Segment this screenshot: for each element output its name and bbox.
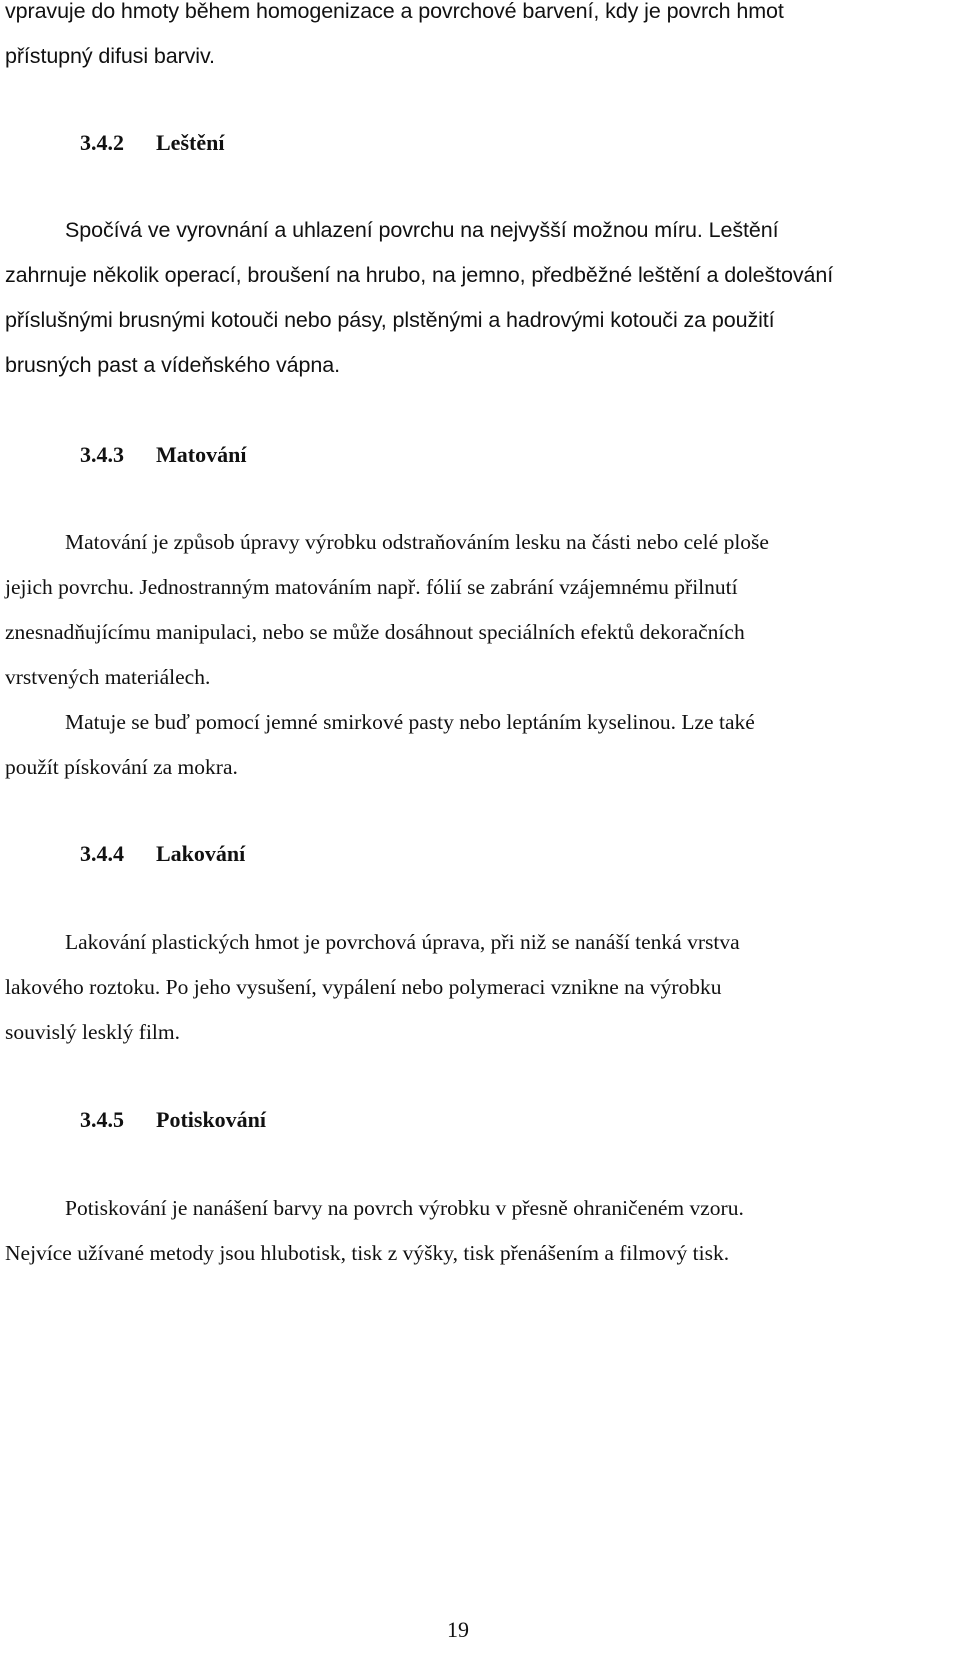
section-heading-lakovani bbox=[80, 840, 245, 868]
paragraph-line: Matuje se buď pomocí jemné smirkové pasty nebo leptáním kyselinou. Lze také bbox=[65, 710, 755, 734]
section-title: Leštění bbox=[156, 130, 225, 155]
section-heading-matovani bbox=[80, 441, 246, 469]
section-heading-leskeni bbox=[80, 129, 224, 157]
section-number: 3.4.5 bbox=[80, 1107, 124, 1132]
paragraph-line: zahrnuje několik operací, broušení na hrubo, na jemno, předběžné leštění a doleštování bbox=[5, 263, 834, 287]
paragraph-line: vrstvených materiálech. bbox=[5, 665, 211, 689]
section-title: Matování bbox=[156, 442, 247, 467]
paragraph-line: brusných past a vídeňského vápna. bbox=[5, 353, 340, 377]
section-title: Potiskování bbox=[156, 1107, 267, 1132]
paragraph-line: znesnadňujícímu manipulaci, nebo se může dosáhnout speciálních efektů dekoračních bbox=[5, 620, 745, 644]
paragraph-line: příslušnými brusnými kotouči nebo pásy, plstěnými a hadrovými kotouči za použití bbox=[5, 308, 775, 332]
intro-line-2: přístupný difusi barviv. bbox=[5, 44, 215, 68]
paragraph-line: souvislý lesklý film. bbox=[5, 1020, 180, 1044]
section-number: 3.4.4 bbox=[80, 841, 124, 866]
page-number: 19 bbox=[447, 1617, 469, 1642]
paragraph-line: Spočívá ve vyrovnání a uhlazení povrchu na nejvyšší možnou míru. Leštění bbox=[65, 218, 779, 242]
intro-line-1: vpravuje do hmoty během homogenizace a povrchové barvení, kdy je povrch hmot bbox=[5, 0, 784, 23]
paragraph-line: Potiskování je nanášení barvy na povrch výrobku v přesně ohraničeném vzoru. bbox=[65, 1196, 744, 1220]
paragraph-line: použít pískování za mokra. bbox=[5, 755, 238, 779]
section-heading-potiskovani bbox=[80, 1106, 266, 1134]
paragraph-line: Nejvíce užívané metody jsou hlubotisk, tisk z výšky, tisk přenášením a filmový tisk. bbox=[5, 1241, 730, 1265]
paragraph-line: Matování je způsob úpravy výrobku odstraňováním lesku na části nebo celé ploše bbox=[65, 530, 769, 554]
section-number: 3.4.3 bbox=[80, 442, 124, 467]
paragraph-line: lakového roztoku. Po jeho vysušení, vypálení nebo polymeraci vznikne na výrobku bbox=[5, 975, 722, 999]
section-title: Lakování bbox=[156, 841, 246, 866]
paragraph-line: Lakování plastických hmot je povrchová úprava, při niž se nanáší tenká vrstva bbox=[65, 930, 740, 954]
paragraph-line: jejich povrchu. Jednostranným matováním např. fólií se zabrání vzájemnému přilnutí bbox=[5, 575, 738, 599]
section-number: 3.4.2 bbox=[80, 130, 124, 155]
